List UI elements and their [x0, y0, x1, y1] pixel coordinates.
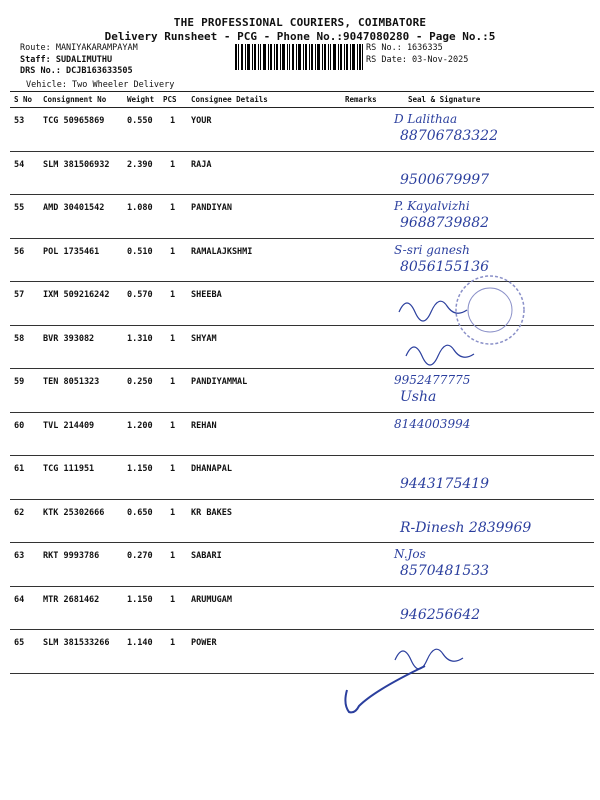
cell-sno: 54 [14, 159, 25, 170]
seal-stamp [450, 270, 530, 350]
cell-weight: 1.140 [127, 638, 153, 648]
cell-consignee: RAJA [191, 159, 212, 170]
table-row [10, 630, 594, 674]
checkmark-icon [335, 662, 435, 722]
signature-line-1: S-sri ganesh [394, 242, 470, 257]
table-row [10, 152, 594, 196]
col-remarks: Remarks [345, 95, 377, 104]
drs-text: DRS No.: DCJB163633505 [20, 66, 133, 76]
table-header [10, 91, 594, 108]
cell-sno: 61 [14, 464, 25, 474]
table-row [10, 543, 594, 587]
cell-consignment: TVL 214409 [43, 420, 95, 431]
cell-pcs: 1 [170, 551, 176, 561]
signature-line-1: P. Kayalvizhi [394, 199, 470, 213]
cell-weight: 1.200 [127, 420, 153, 431]
signature-line-2: 946256642 [400, 606, 481, 623]
cell-pcs: 1 [170, 290, 176, 300]
cell-consignee: PANDIYAN [191, 203, 232, 213]
signature-line-2: 8570481533 [400, 563, 490, 579]
signature-line-2: R-Dinesh 2839969 [400, 519, 532, 536]
signature-line-1: D Lalithaa [394, 112, 458, 126]
signature [386, 500, 586, 542]
cell-sno: 59 [14, 377, 25, 387]
cell-consignee: DHANAPAL [191, 464, 232, 474]
table-row [10, 500, 594, 544]
cell-weight: 2.390 [127, 159, 153, 170]
cell-consignee: PANDIYAMMAL [191, 377, 248, 387]
runsheet-table [10, 91, 594, 674]
signature [386, 456, 586, 498]
cell-consignee: SHEEBA [191, 290, 222, 300]
cell-pcs: 1 [170, 507, 176, 518]
cell-sno: 55 [14, 203, 25, 213]
cell-weight: 1.150 [127, 464, 153, 474]
meta-right [366, 43, 468, 66]
signature [386, 152, 586, 194]
cell-consignee: SABARI [191, 551, 222, 561]
table-row [10, 369, 594, 413]
table-row [10, 108, 594, 152]
cell-weight: 1.310 [127, 333, 153, 344]
signature-line-1: 8144003994 [394, 416, 471, 431]
cell-pcs: 1 [170, 464, 176, 474]
cell-weight: 0.250 [127, 377, 153, 387]
cell-consignee: POWER [191, 638, 217, 648]
cell-consignment: TEN 8051323 [43, 377, 100, 387]
cell-consignment: AMD 30401542 [43, 203, 105, 213]
meta-left [20, 43, 138, 78]
col-consignment: Consignment No [43, 95, 107, 104]
cell-sno: 64 [14, 594, 25, 605]
col-sno: S No [14, 95, 33, 104]
company-title: THE PROFESSIONAL COURIERS, COIMBATORE [173, 16, 427, 29]
cell-pcs: 1 [170, 638, 176, 648]
cell-pcs: 1 [170, 246, 176, 257]
cell-weight: 0.510 [127, 246, 153, 257]
cell-consignment: TCG 111951 [43, 464, 95, 474]
cell-consignment: MTR 2681462 [43, 594, 100, 605]
cell-consignee: RAMALAJKSHMI [191, 246, 253, 257]
cell-consignment: SLM 381533266 [43, 638, 110, 648]
signature [386, 543, 586, 585]
table-row [10, 456, 594, 500]
signature [386, 413, 586, 455]
cell-pcs: 1 [170, 420, 176, 431]
cell-sno: 53 [14, 116, 25, 126]
signature-line-1: N.Jos [394, 547, 426, 561]
cell-pcs: 1 [170, 594, 176, 605]
signature-line-2: 9443175419 [400, 476, 490, 492]
cell-consignee: REHAN [191, 420, 217, 431]
rs-no-text: RS No.: 1636335 [366, 43, 443, 53]
col-weight: Weight [127, 95, 155, 104]
route-text: Route: MANIYAKARAMPAYAM [20, 43, 138, 53]
rs-date-text: RS Date: 03-Nov-2025 [366, 54, 469, 65]
signature [386, 108, 586, 150]
vehicle-text: Vehicle: Two Wheeler Delivery [26, 80, 175, 90]
col-pcs: PCS [163, 95, 177, 104]
cell-weight: 1.150 [127, 594, 153, 605]
cell-consignee: KR BAKES [191, 507, 232, 518]
cell-pcs: 1 [170, 159, 176, 170]
cell-consignee: ARUMUGAM [191, 594, 232, 605]
signature [386, 587, 586, 629]
cell-consignment: BVR 393082 [43, 333, 95, 344]
signature-line-2: 9500679997 [400, 171, 490, 188]
cell-consignment: RKT 9993786 [43, 551, 100, 561]
cell-sno: 60 [14, 420, 25, 431]
cell-pcs: 1 [170, 203, 176, 213]
cell-sno: 58 [14, 333, 25, 344]
cell-sno: 57 [14, 290, 25, 300]
runsheet-subtitle: Delivery Runsheet - PCG - Phone No.:9047080280 - Page No.:5 [104, 30, 496, 43]
barcode-image [235, 44, 363, 70]
cell-consignment: TCG 50965869 [43, 116, 105, 126]
cell-weight: 0.650 [127, 507, 153, 518]
cell-sno: 65 [14, 638, 25, 648]
signature [386, 369, 586, 411]
signature [386, 195, 586, 237]
signature-line-2: 88706783322 [400, 128, 498, 144]
cell-weight: 0.550 [127, 116, 153, 126]
table-row [10, 587, 594, 631]
signature-line-2: 8056155136 [400, 258, 490, 275]
staff-text: Staff: SUDALIMUTHU [20, 54, 113, 65]
signature-line-2: 9688739882 [400, 215, 490, 231]
cell-pcs: 1 [170, 333, 176, 344]
cell-sno: 56 [14, 246, 25, 257]
cell-consignment: POL 1735461 [43, 246, 100, 257]
cell-consignment: IXM 509216242 [43, 290, 110, 300]
cell-weight: 1.080 [127, 203, 153, 213]
cell-weight: 0.570 [127, 290, 153, 300]
table-row [10, 195, 594, 239]
cell-sno: 63 [14, 551, 25, 561]
cell-sno: 62 [14, 507, 25, 518]
col-seal: Seal & Signature [408, 95, 481, 104]
cell-consignment: SLM 381506932 [43, 159, 110, 170]
cell-pcs: 1 [170, 116, 176, 126]
cell-pcs: 1 [170, 377, 176, 387]
cell-consignee: SHYAM [191, 333, 217, 344]
cell-consignee: YOUR [191, 116, 212, 126]
signature-line-1: 9952477775 [394, 373, 471, 387]
table-row [10, 413, 594, 457]
cell-weight: 0.270 [127, 551, 153, 561]
signature-line-2: Usha [400, 389, 437, 405]
cell-consignment: KTK 25302666 [43, 507, 105, 518]
table-body [10, 108, 594, 674]
col-consignee: Consignee Details [191, 95, 268, 104]
